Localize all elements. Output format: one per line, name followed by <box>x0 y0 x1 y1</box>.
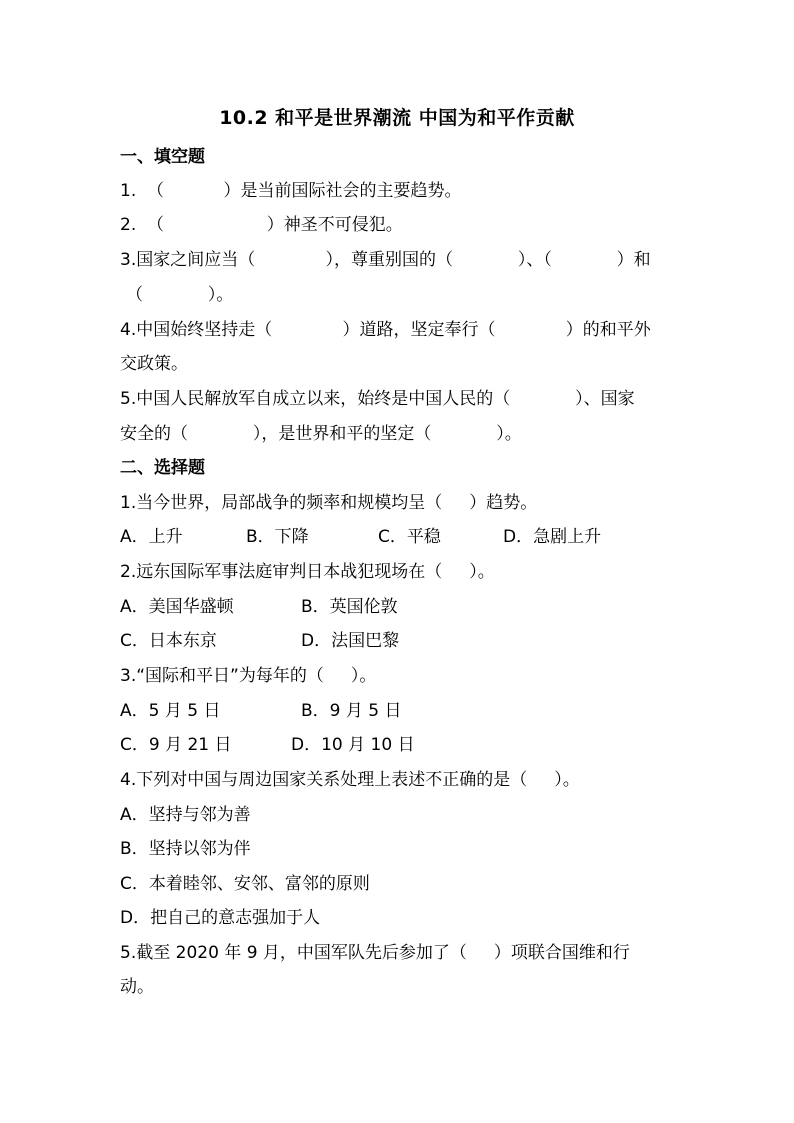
choice-4-option-b: B．坚持以邻为伴 <box>120 839 251 859</box>
choice-3-option-d: D．10 月 10 日 <box>291 735 415 755</box>
choice-1-option-b: B．下降 <box>246 527 309 547</box>
choice-3-option-a: A．5 月 5 日 <box>120 701 221 721</box>
fill-question-5-line-2: 安全的（ ），是世界和平的坚定（ ）。 <box>120 424 522 444</box>
fill-question-3-line-2: （ ）。 <box>126 285 234 305</box>
fill-question-5-line-1: 5.中国人民解放军自成立以来，始终是中国人民的（ ）、国家 <box>120 389 635 409</box>
fill-question-4-line-1: 4.中国始终坚持走（ ）道路，坚定奉行（ ）的和平外 <box>120 320 651 340</box>
choice-question-5-line-1: 5.截至 2020 年 9 月，中国军队先后参加了（ ）项联合国维和行 <box>120 943 630 963</box>
section-heading-fill-in: 一、填空题 <box>120 147 205 167</box>
section-heading-choice: 二、选择题 <box>120 458 205 478</box>
choice-4-option-c: C．本着睦邻、安邻、富邻的原则 <box>120 874 370 894</box>
choice-question-4: 4.下列对中国与周边国家关系处理上表述不正确的是（ ）。 <box>120 770 580 790</box>
choice-2-option-d: D．法国巴黎 <box>301 631 400 651</box>
fill-question-2: 2. （ ）神圣不可侵犯。 <box>120 215 403 235</box>
fill-question-1: 1. （ ）是当前国际社会的主要趋势。 <box>120 181 462 201</box>
choice-2-option-a: A．美国华盛顿 <box>120 597 234 617</box>
choice-question-5-line-2: 动。 <box>120 977 154 997</box>
choice-1-option-a: A．上升 <box>120 527 183 547</box>
choice-2-option-b: B．英国伦敦 <box>301 597 398 617</box>
choice-1-option-d: D．急剧上升 <box>503 527 602 547</box>
choice-4-option-d: D．把自己的意志强加于人 <box>120 908 321 928</box>
choice-question-1: 1.当今世界，局部战争的频率和规模均呈（ ）趋势。 <box>120 493 538 513</box>
page-title: 10.2 和平是世界潮流 中国为和平作贡献 <box>219 107 575 129</box>
choice-3-option-c: C．9 月 21 日 <box>120 735 232 755</box>
choice-2-option-c: C．日本东京 <box>120 631 217 651</box>
fill-question-3-line-1: 3.国家之间应当（ ），尊重别国的（ ）、（ ）和 <box>120 250 651 270</box>
choice-3-option-b: B．9 月 5 日 <box>301 701 402 721</box>
choice-question-2: 2.远东国际军事法庭审判日本战犯现场在（ ）。 <box>120 562 495 582</box>
choice-1-option-c: C．平稳 <box>378 527 441 547</box>
choice-4-option-a: A．坚持与邻为善 <box>120 805 251 825</box>
fill-question-4-line-2: 交政策。 <box>120 354 188 374</box>
choice-question-3: 3.“国际和平日”为每年的（ ）。 <box>120 666 377 686</box>
